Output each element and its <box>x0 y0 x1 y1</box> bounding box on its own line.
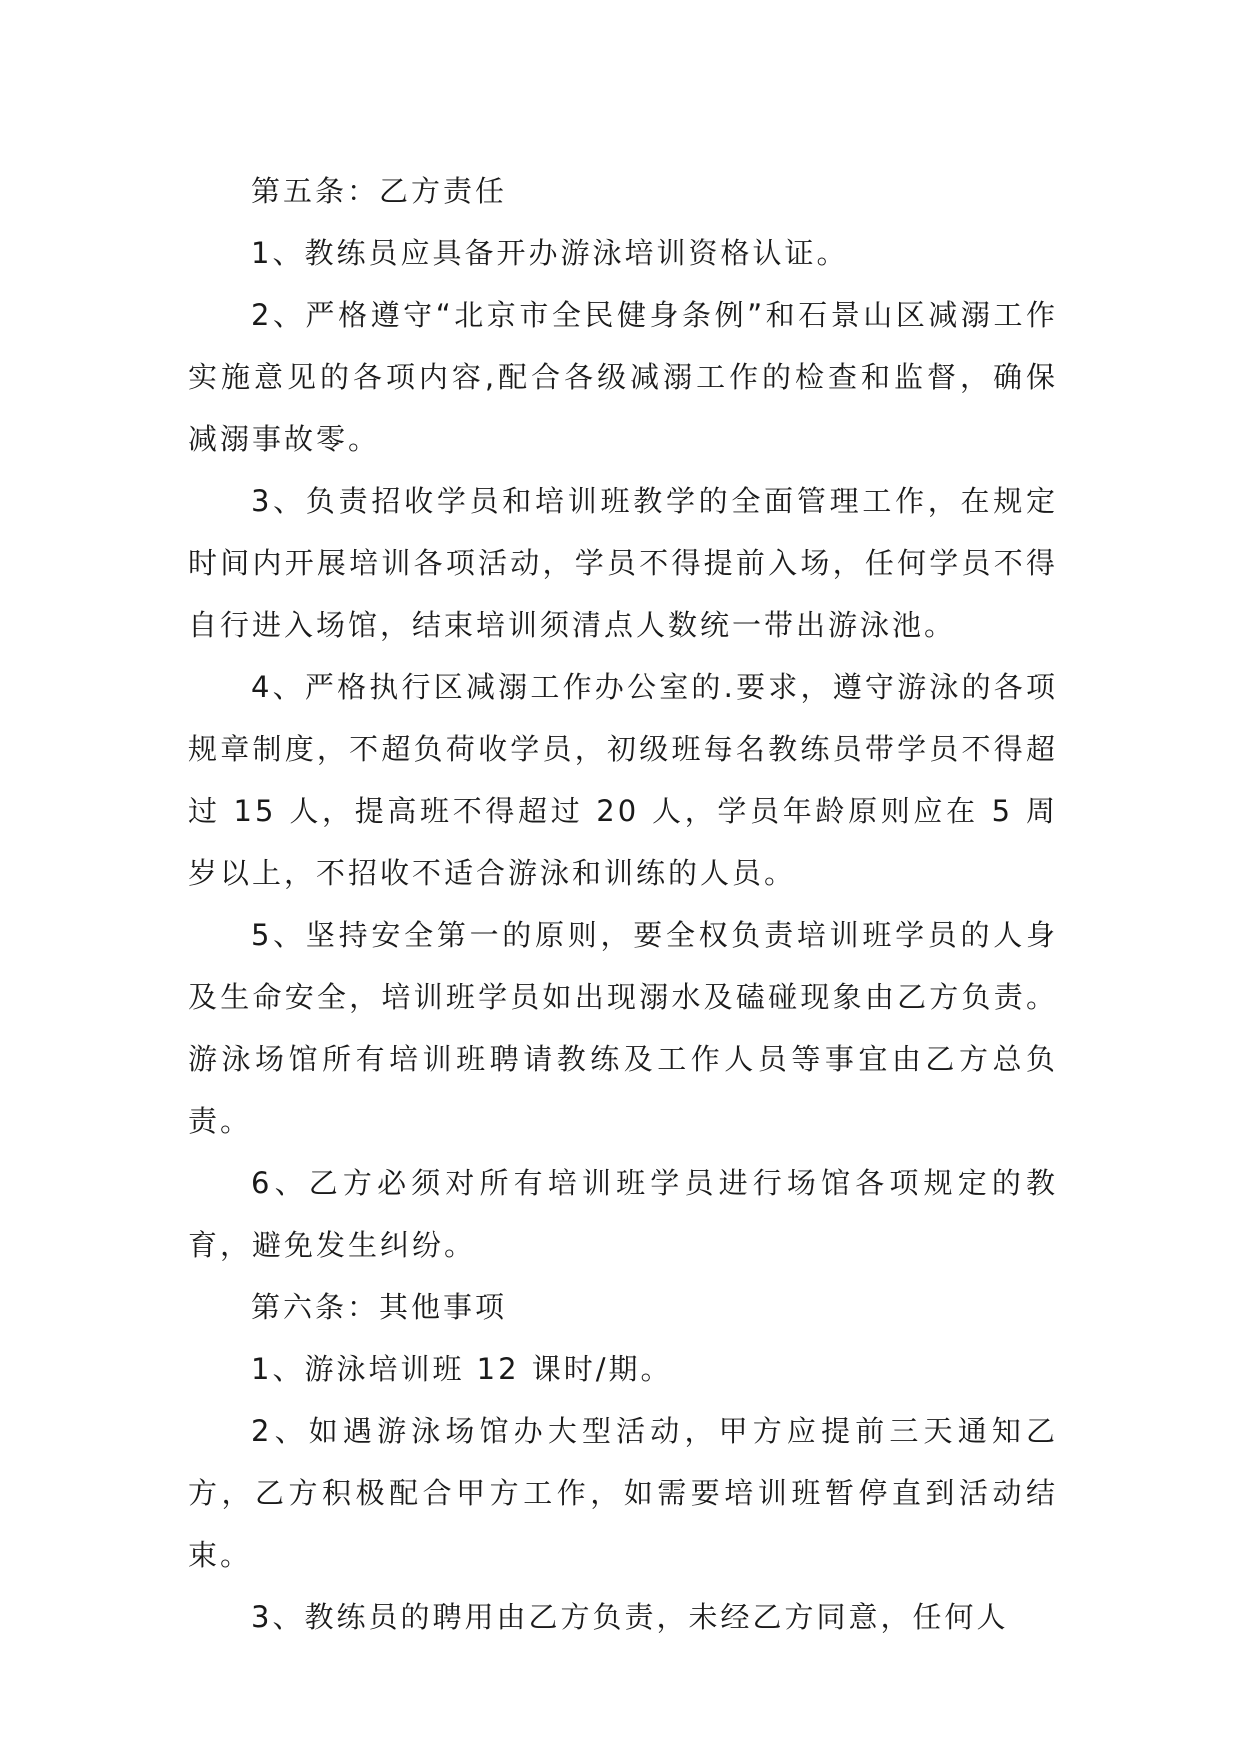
paragraph-5-3: 3、负责招收学员和培训班教学的全面管理工作，在规定时间内开展培训各项活动，学员不得提前入场，任何学员不得自行进入场馆，结束培训须清点人数统一带出游泳池。 <box>188 484 1058 642</box>
document-page <box>188 160 1058 1648</box>
paragraph-6-3: 3、教练员的聘用由乙方负责，未经乙方同意，任何人 <box>251 1600 1009 1634</box>
paragraph-5-4: 4、严格执行区减溺工作办公室的.要求，遵守游泳的各项规章制度，不超负荷收学员，初级班每名教练员带学员不得超过 15 人，提高班不得超过 20 人，学员年龄原则应在 5 周岁以上，不招收不适合游泳和训练的人员。 <box>188 670 1058 890</box>
paragraph-5-1: 1、教练员应具备开办游泳培训资格认证。 <box>251 236 849 270</box>
section-heading-article-5: 第五条：乙方责任 <box>251 174 508 208</box>
paragraph-6-2: 2、如遇游泳场馆办大型活动，甲方应提前三天通知乙方，乙方积极配合甲方工作，如需要培训班暂停直到活动结束。 <box>188 1414 1058 1572</box>
paragraph-5-5: 5、坚持安全第一的原则，要全权负责培训班学员的人身及生命安全，培训班学员如出现溺水及磕碰现象由乙方负责。游泳场馆所有培训班聘请教练及工作人员等事宜由乙方总负责。 <box>188 918 1058 1138</box>
section-heading-article-6: 第六条：其他事项 <box>251 1290 508 1324</box>
paragraph-5-6: 6、乙方必须对所有培训班学员进行场馆各项规定的教育，避免发生纠纷。 <box>188 1166 1058 1262</box>
paragraph-6-1: 1、游泳培训班 12 课时/期。 <box>251 1352 673 1386</box>
paragraph-5-2: 2、严格遵守“北京市全民健身条例”和石景山区减溺工作实施意见的各项内容,配合各级减溺工作的检查和监督，确保减溺事故零。 <box>188 298 1058 456</box>
